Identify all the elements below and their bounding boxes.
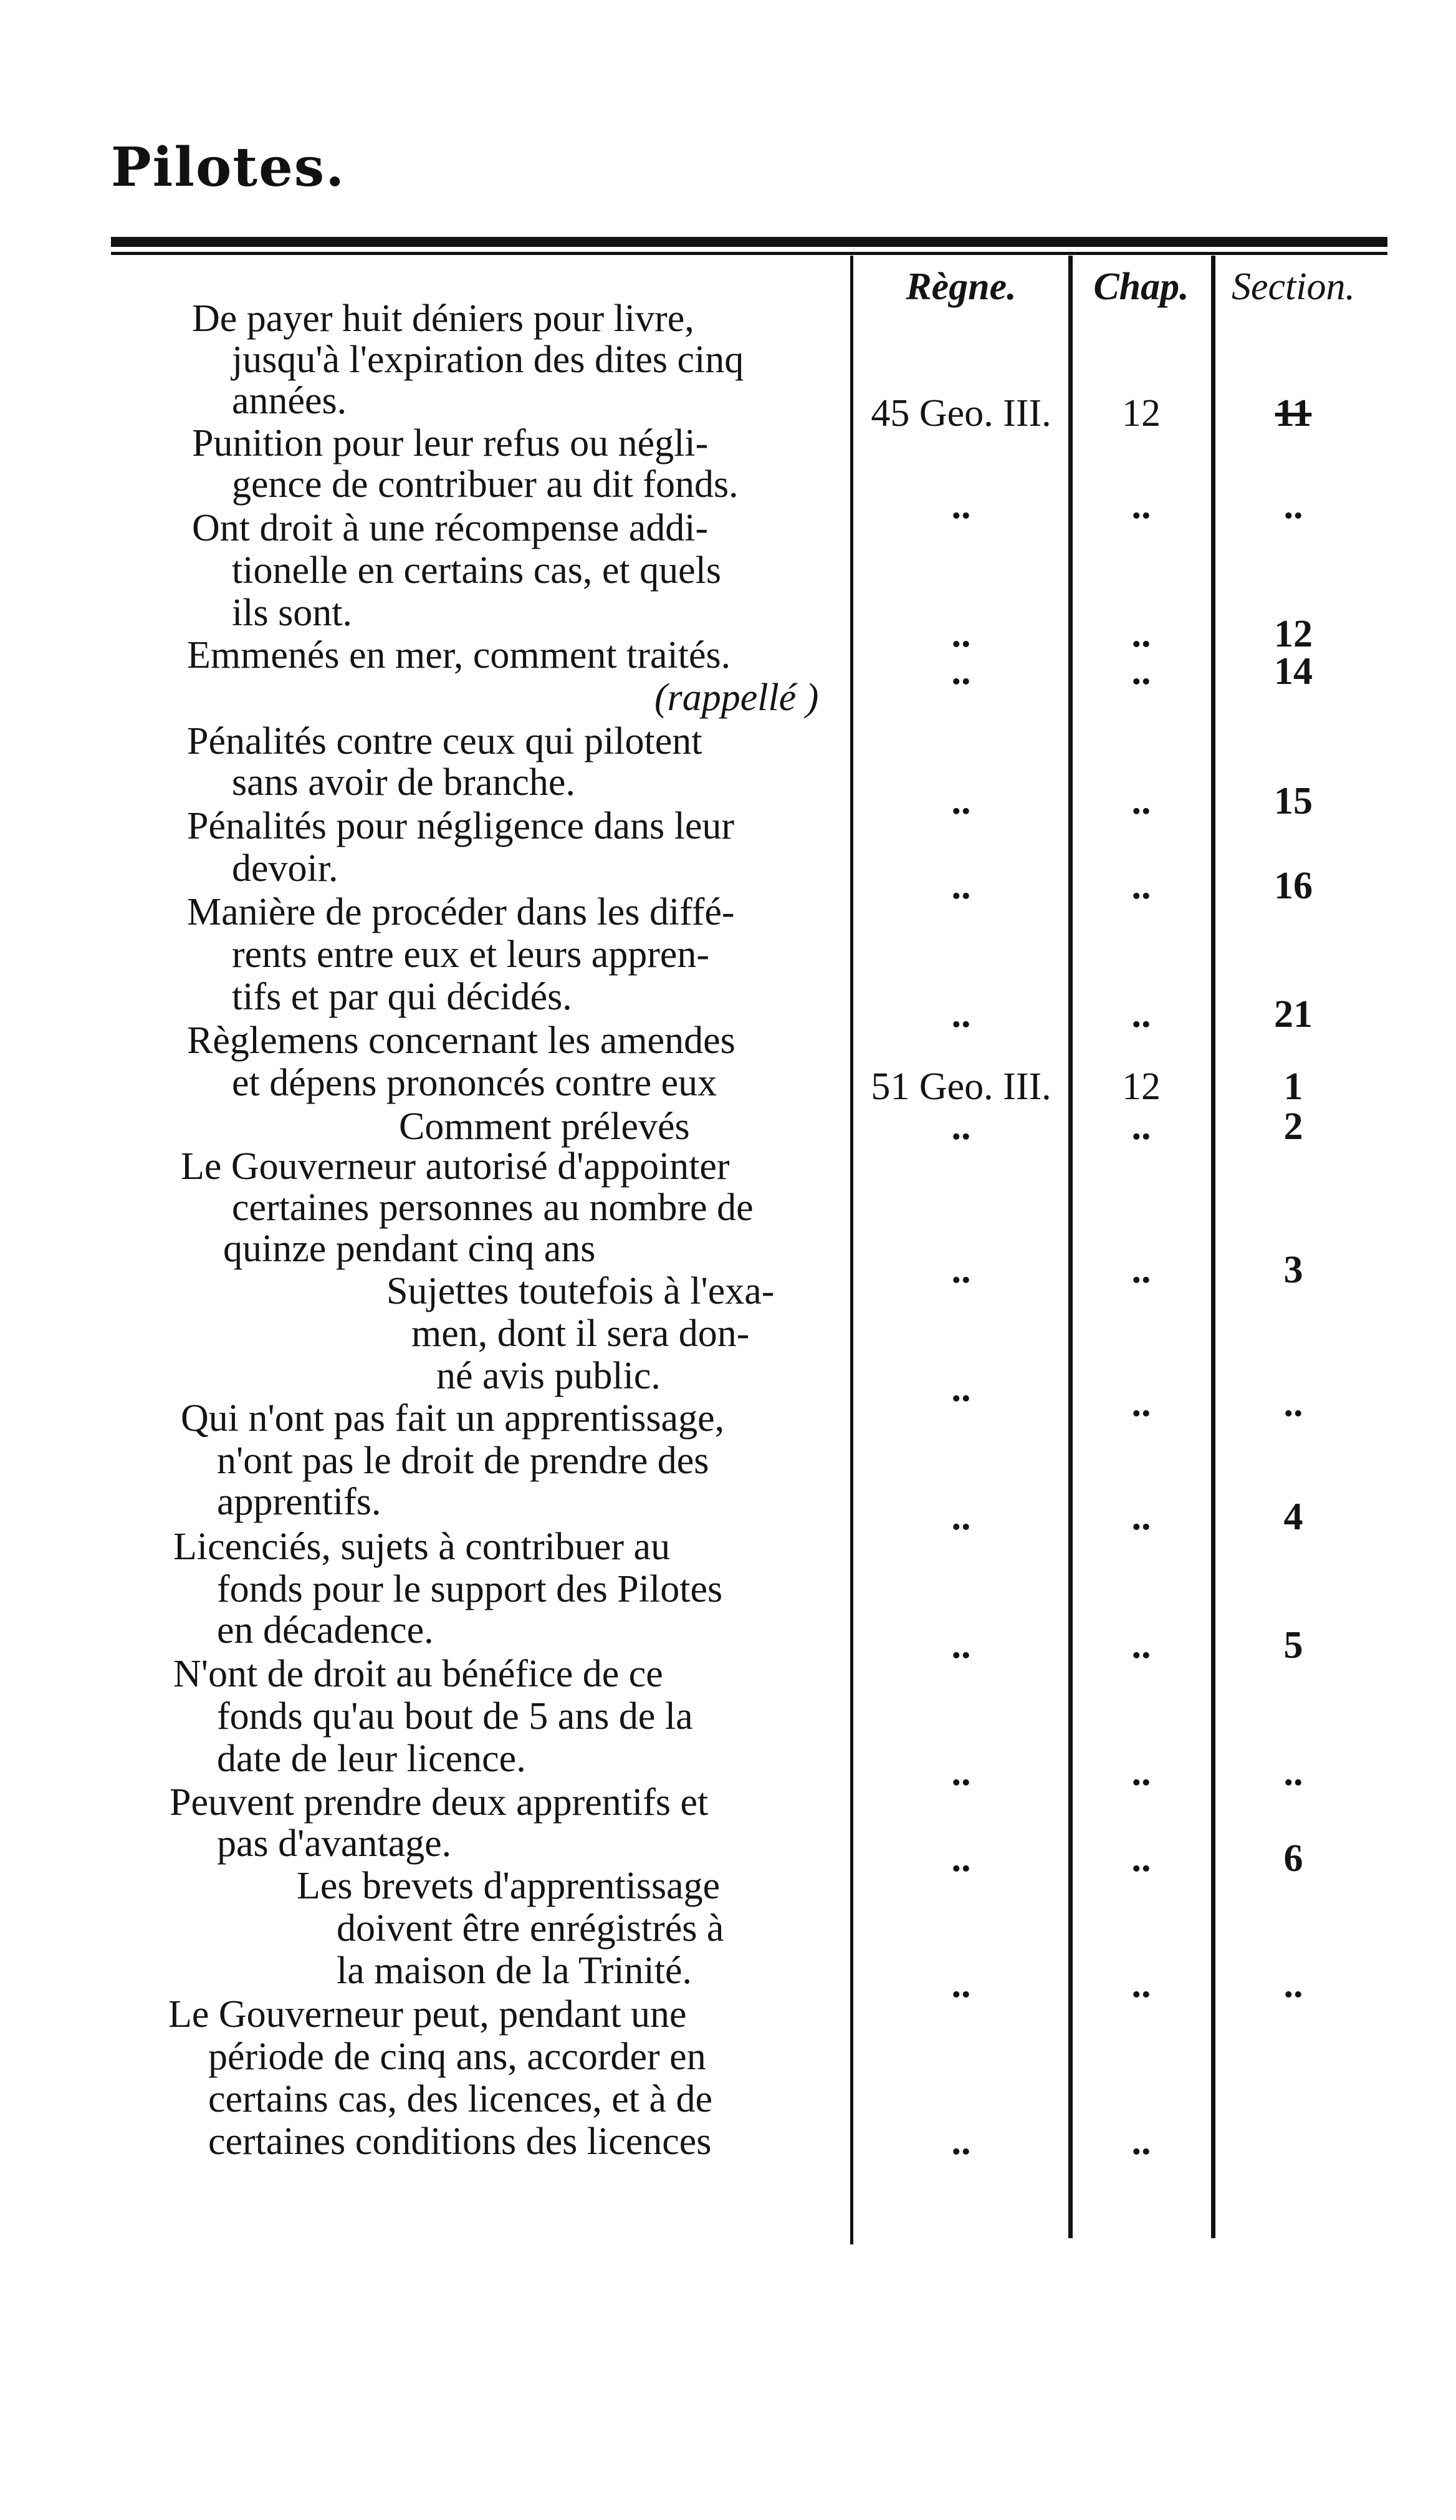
entry-line: n'ont pas le droit de prendre des [217, 1440, 709, 1482]
chap-cell: .. [1131, 1624, 1151, 1666]
divider-entry-regne [850, 256, 853, 2244]
entry-line: Emmenés en mer, comment traités. [187, 634, 731, 676]
entry-line: Peuvent prendre deux apprentifs et [170, 1781, 709, 1824]
entry-line: Comment prélevés [399, 1105, 690, 1148]
chap-cell: .. [1131, 2120, 1151, 2163]
regne-cell: .. [951, 1751, 971, 1794]
section-cell: .. [1283, 1382, 1303, 1425]
entry-line: doivent être enrégistrés à [337, 1907, 724, 1950]
entry-line: sans avoir de branche. [232, 761, 575, 804]
entry-line: Pénalités contre ceux qui pilotent [187, 720, 702, 762]
column-header-chap: Chap. [1093, 266, 1189, 308]
column-header-section: Section. [1232, 266, 1355, 308]
chap-cell: .. [1131, 1963, 1151, 2006]
section-cell: 16 [1274, 865, 1313, 907]
entry-line: Manière de procéder dans les diffé- [187, 891, 735, 933]
entry-line: tionelle en certains cas, et quels [232, 549, 722, 592]
entry-line: fonds qu'au bout de 5 ans de la [217, 1695, 693, 1738]
column-header-regne: Règne. [906, 266, 1017, 308]
entry-line: jusqu'à l'expiration des dites cinq [232, 339, 744, 381]
entry-line: en décadence. [217, 1609, 434, 1652]
entry-line: ils sont. [232, 592, 352, 634]
entry-line: (rappellé ) [654, 676, 819, 719]
regne-cell: .. [951, 993, 971, 1036]
entry-line: années. [232, 380, 347, 422]
regne-cell: .. [951, 1105, 971, 1148]
regne-cell: .. [951, 1624, 971, 1666]
chap-cell: .. [1131, 650, 1151, 693]
entry-line: Punition pour leur refus ou négli- [192, 422, 709, 464]
regne-cell: .. [951, 1963, 971, 2006]
entry-line: certaines conditions des licences [208, 2120, 712, 2163]
header-rule-thin [111, 252, 1387, 255]
entry-line: période de cinq ans, accorder en [208, 2036, 706, 2078]
entry-line: tifs et par qui décidés. [232, 976, 572, 1018]
chap-cell: .. [1131, 780, 1151, 822]
chap-cell: .. [1131, 1382, 1151, 1425]
regne-cell: .. [951, 613, 971, 655]
section-cell: .. [1283, 484, 1303, 527]
regne-cell: .. [951, 865, 971, 907]
regne-cell: .. [951, 1496, 971, 1538]
regne-cell: 51 Geo. III. [871, 1065, 1051, 1108]
entry-line: Licenciés, sujets à contribuer au [173, 1526, 671, 1568]
divider-regne-chap [1068, 256, 1073, 2238]
section-cell: .. [1283, 1963, 1303, 2006]
entry-line: pas d'avantage. [217, 1822, 452, 1865]
section-cell: 2 [1283, 1105, 1303, 1148]
chap-cell: 12 [1122, 1065, 1161, 1108]
entry-line: Sujettes toutefois à l'exa- [386, 1270, 775, 1312]
entry-line: Règlemens concernant les amendes [187, 1019, 735, 1062]
entry-line: Ont droit à une récompense addi- [192, 507, 709, 549]
entry-line: né avis public. [436, 1355, 661, 1397]
section-cell: 1 [1283, 1065, 1303, 1108]
entry-line: certaines personnes au nombre de [232, 1186, 754, 1229]
regne-cell: .. [951, 1367, 971, 1410]
entry-line: N'ont de droit au bénéfice de ce [173, 1653, 663, 1695]
section-cell: 11 [1275, 392, 1312, 435]
regne-cell: .. [951, 650, 971, 693]
entry-line: apprentifs. [217, 1481, 381, 1523]
section-cell: 15 [1274, 780, 1313, 822]
chap-cell: .. [1131, 865, 1151, 907]
section-cell: 12 [1274, 613, 1313, 655]
regne-cell: .. [951, 1249, 971, 1291]
entry-line: certains cas, des licences, et à de [208, 2078, 713, 2120]
entry-line: et dépens prononcés contre eux [232, 1062, 717, 1104]
regne-cell: 45 Geo. III. [871, 392, 1051, 435]
page-title: Pilotes. [111, 136, 346, 199]
chap-cell: .. [1131, 993, 1151, 1036]
entry-line: men, dont il sera don- [411, 1312, 750, 1355]
section-cell: 3 [1283, 1249, 1303, 1291]
entry-line: quinze pendant cinq ans [223, 1228, 596, 1270]
regne-cell: .. [951, 2120, 971, 2163]
entry-line: Pénalités pour négligence dans leur [187, 805, 735, 847]
section-cell: .. [1283, 1751, 1303, 1794]
section-cell: 5 [1283, 1624, 1303, 1666]
chap-cell: .. [1131, 484, 1151, 527]
divider-chap-section [1211, 256, 1215, 2238]
chap-cell: .. [1131, 1496, 1151, 1538]
section-cell: 21 [1274, 993, 1313, 1036]
entry-line: la maison de la Trinité. [337, 1950, 692, 1992]
chap-cell: 12 [1122, 392, 1161, 435]
entry-line: devoir. [232, 847, 338, 890]
chap-cell: .. [1131, 1105, 1151, 1148]
entry-line: fonds pour le support des Pilotes [217, 1568, 723, 1610]
entry-line: Le Gouverneur peut, pendant une [168, 1993, 687, 2036]
entry-line: gence de contribuer au dit fonds. [232, 463, 739, 506]
chap-cell: .. [1131, 1249, 1151, 1291]
chap-cell: .. [1131, 1837, 1151, 1880]
section-cell: 6 [1283, 1837, 1303, 1880]
regne-cell: .. [951, 780, 971, 822]
section-cell: 4 [1283, 1496, 1303, 1538]
regne-cell: .. [951, 484, 971, 527]
chap-cell: .. [1131, 1751, 1151, 1794]
header-rule-thick [111, 237, 1387, 247]
entry-line: Le Gouverneur autorisé d'appointer [181, 1145, 730, 1188]
regne-cell: .. [951, 1837, 971, 1880]
section-cell: 14 [1274, 650, 1313, 693]
entry-line: date de leur licence. [217, 1738, 526, 1780]
entry-line: rents entre eux et leurs appren- [232, 933, 710, 976]
chap-cell: .. [1131, 613, 1151, 655]
entry-line: De payer huit déniers pour livre, [192, 297, 694, 340]
entry-line: Les brevets d'apprentissage [297, 1865, 721, 1907]
entry-line: Qui n'ont pas fait un apprentissage, [181, 1397, 725, 1440]
